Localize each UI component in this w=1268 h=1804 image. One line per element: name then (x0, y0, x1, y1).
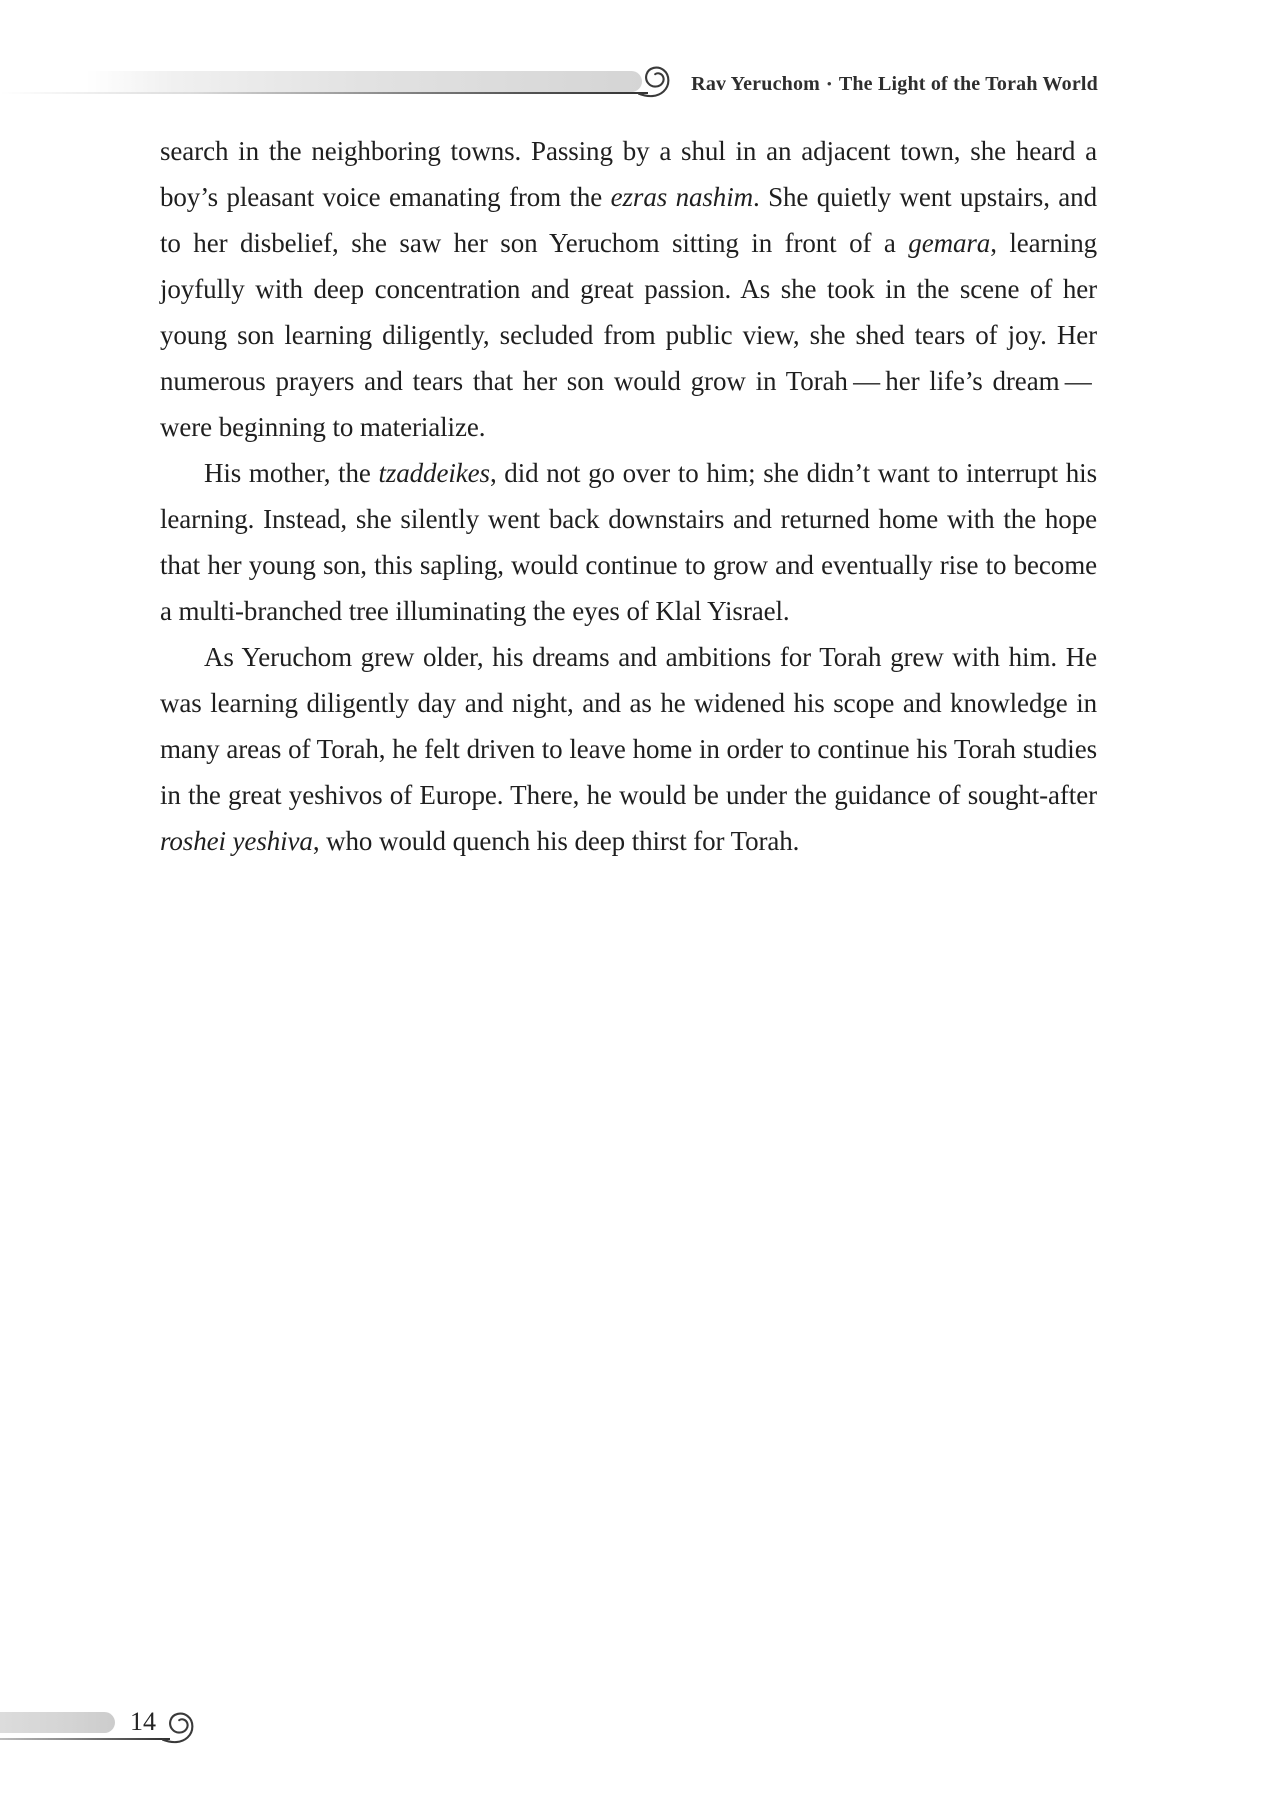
header-rule-line (0, 92, 648, 94)
header-gradient-bar (86, 71, 642, 92)
italic-term: roshei yeshiva (160, 826, 313, 856)
italic-term: tzaddeikes (378, 458, 490, 488)
text-run: search in the neighboring towns. Passing by a shul in an adjacent town, she heard a boy’s pleasant voice emanating from the (160, 136, 1097, 212)
running-head (691, 70, 1098, 98)
paragraph (160, 634, 1097, 864)
running-head-book-title: The Light of the Torah World (838, 73, 1098, 95)
text-run: As Yeruchom grew older, his dreams and ambitions for Torah grew with him. He was learning diligently day and night, and as he widened his scope and knowledge in many areas of Torah, he felt driven to leave home in order to continue his Torah studies in the great yeshivos of Europe. There, he would be under the guidance of sought-after (160, 642, 1097, 810)
text-run: . She quietly went upstairs, and to her disbelief, she saw her son Yeruchom sitting in front of a (160, 182, 1097, 258)
italic-term: gemara (908, 228, 991, 258)
separator-dot-icon: • (827, 76, 832, 91)
text-run: His mother, the (204, 458, 379, 488)
body-text (160, 128, 1097, 864)
swirl-curl-icon (162, 1709, 202, 1745)
italic-term: ezras nashim (610, 182, 753, 212)
footer-gradient-bar (0, 1712, 115, 1733)
swirl-curl-icon (638, 63, 678, 99)
paragraph (160, 450, 1097, 634)
running-head-book-subject: Rav Yeruchom (691, 73, 821, 95)
text-run: , learning joyfully with deep concentration and great passion. As she took in the scene of her young son learning diligently, secluded from public view, she shed tears of joy. Her numerous prayers and tears that her son would grow in Torah — her life’s dream — were beginning to materialize. (160, 228, 1098, 442)
text-run: , who would quench his deep thirst for Torah. (312, 826, 800, 856)
paragraph (160, 128, 1097, 450)
page-number: 14 (130, 1707, 156, 1736)
text-run: , did not go over to him; she didn’t want to interrupt his learning. Instead, she silently went back downstairs and returned home with the hope that her young son, this sapling, would continue to grow and eventually rise to become a multi-branched tree illuminating the eyes of Klal Yisrael. (160, 458, 1097, 626)
footer-rule-line (0, 1738, 170, 1740)
